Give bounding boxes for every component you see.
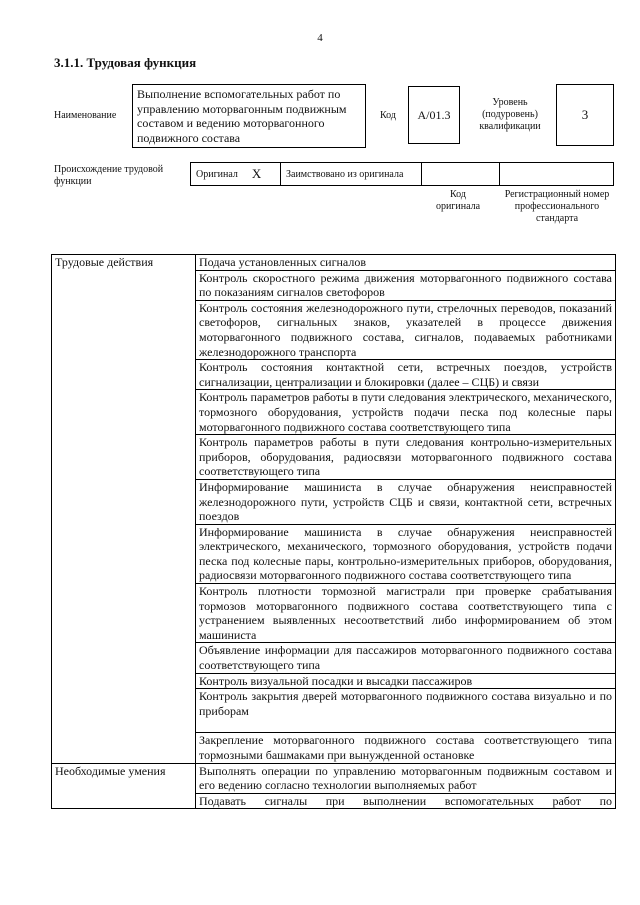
section-title: 3.1.1. Трудовая функция [54, 55, 197, 70]
required-skills-header: Необходимые умения [52, 763, 196, 808]
table-row [52, 763, 616, 793]
labor-action-item: Информирование машиниста в случае обнаружения неисправностей электрического, механического, тормозного оборудования, устройств подачи песка под колесные пары, контрольно-измерительных приборов, оборудования, радиосвязи моторвагонного подвижного состава соответствующего типа [196, 524, 616, 583]
origin-label: Происхождение трудовой функции [54, 164, 164, 187]
page-number: 4 [317, 32, 323, 44]
labor-action-item: Информирование машиниста в случае обнаружения неисправностей железнодорожного пути, устройств СЦБ и связи, контактной сети, встречных поездов [196, 479, 616, 524]
skill-item: Выполнять операции по управлению моторвагонным подвижным составом и его ведению согласно технологии выполняемых работ [196, 763, 616, 793]
original-label: Оригинал [196, 168, 238, 180]
qualification-level-box: 3 [556, 84, 614, 146]
labor-action-item: Контроль параметров работы в пути следования контрольно-измерительных приборов, оборудования, радиосвязи моторвагонного подвижного состава соответствующего типа [196, 435, 616, 480]
labor-action-item: Контроль состояния контактной сети, встречных поездов, устройств сигнализации, централизации и блокировки (далее – СЦБ) и связи [196, 360, 616, 390]
labor-action-item: Объявление информации для пассажиров моторвагонного подвижного состава соответствующего типа [196, 643, 616, 673]
qualification-level-label: Уровень (подуровень) квалификации [479, 97, 541, 132]
original-code-cell [421, 162, 500, 186]
labor-action-item: Подача установленных сигналов [196, 255, 616, 271]
labor-action-item: Закрепление моторвагонного подвижного состава соответствующего типа тормозными башмаками при вынужденной остановке [196, 733, 616, 763]
name-label: Наименование [54, 110, 117, 121]
origin-row [190, 162, 614, 186]
original-code-caption: Код оригинала [435, 189, 481, 212]
table-row [52, 255, 616, 271]
function-name-box: Выполнение вспомогательных работ по управлению моторвагонным подвижным составом и ведению моторвагонного подвижного состава [132, 84, 366, 148]
original-checkmark: X [251, 166, 262, 181]
labor-action-item: Контроль состояния железнодорожного пути, стрелочных переводов, показаний светофоров, сигнальных знаков, указателей в процессе движения моторвагонного подвижного состава, сигналов, подаваемых работниками железнодорожного транспорта [196, 300, 616, 359]
registration-number-caption: Регистрационный номер профессионального стандарта [504, 189, 610, 224]
origin-original-cell [190, 162, 281, 186]
skill-item: Подавать сигналы при выполнении вспомогательных работ по [199, 793, 612, 808]
borrowed-cell: Заимствовано из оригинала [280, 162, 422, 186]
labor-action-item: Контроль скоростного режима движения моторвагонного подвижного состава по показаниям сигналов светофоров [196, 270, 616, 300]
labor-function-table [51, 254, 616, 809]
function-code-box: А/01.3 [408, 86, 460, 144]
code-label: Код [380, 110, 396, 121]
skill-item-cell [196, 793, 616, 808]
labor-action-item: Контроль плотности тормозной магистрали при проверке срабатывания тормозов моторвагонного подвижного состава соответствующего типа с устранением выявленных несоответствий либо информированием об этом машиниста [196, 584, 616, 643]
registration-number-cell [499, 162, 614, 186]
labor-action-item: Контроль закрытия дверей моторвагонного подвижного состава визуально и по приборам [196, 689, 616, 733]
labor-action-item: Контроль визуальной посадки и высадки пассажиров [196, 673, 616, 689]
labor-actions-header: Трудовые действия [52, 255, 196, 764]
labor-action-item: Контроль параметров работы в пути следования электрического, механического, тормозного оборудования, устройств подачи песка под колесные пары моторвагонного подвижного состава соответствующего типа [196, 390, 616, 435]
